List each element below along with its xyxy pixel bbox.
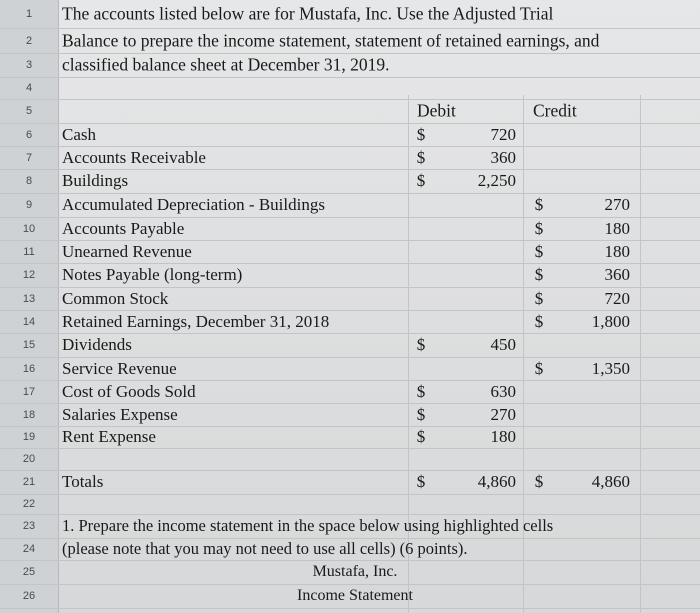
credit-sign: $ [534, 288, 544, 308]
debit-value[interactable]: 180 [490, 427, 516, 446]
account-row[interactable] [0, 217, 700, 241]
row-number: 17 [22, 385, 36, 398]
debit-sign: $ [416, 427, 426, 446]
credit-value[interactable]: 1,800 [591, 311, 630, 331]
account-row[interactable] [0, 263, 700, 288]
debit-sign: $ [416, 381, 426, 401]
row-number: 19 [22, 431, 36, 443]
account-row[interactable] [0, 287, 700, 311]
debit-sign: $ [416, 404, 426, 424]
row-number: 6 [25, 128, 33, 141]
debit-value[interactable]: 630 [490, 381, 516, 401]
totals-credit-sign: $ [534, 472, 544, 491]
credit-sign: $ [534, 311, 544, 331]
row-number: 10 [22, 222, 36, 235]
row-number: 12 [22, 269, 36, 281]
instruction-line-2[interactable]: (please note that you may not need to use all cells) (6 points). [62, 539, 468, 558]
debit-sign: $ [416, 147, 426, 167]
row-5[interactable] [0, 99, 700, 124]
debit-value[interactable]: 270 [490, 404, 516, 424]
row-number: 14 [22, 315, 36, 328]
account-name[interactable]: Notes Payable (long-term) [62, 265, 243, 284]
credit-sign: $ [534, 358, 544, 378]
row-1[interactable] [0, 0, 700, 29]
debit-sign: $ [416, 124, 426, 144]
row-number: 21 [22, 476, 36, 488]
row-20[interactable] [0, 448, 700, 471]
row-number: 5 [25, 105, 33, 117]
row-24[interactable] [0, 538, 700, 561]
intro-line-1[interactable]: The accounts listed below are for Mustafa, Inc. Use the Adjusted Trial [62, 3, 554, 24]
account-name[interactable]: Service Revenue [62, 358, 177, 378]
totals-credit-value[interactable]: 4,860 [591, 472, 630, 491]
row-4[interactable] [0, 77, 700, 100]
account-row[interactable] [0, 169, 700, 194]
debit-header[interactable]: Debit [417, 100, 456, 121]
account-name[interactable]: Retained Earnings, December 31, 2018 [62, 311, 330, 331]
totals-debit-sign: $ [416, 472, 426, 491]
row-number: 24 [22, 543, 36, 555]
account-name[interactable]: Accumulated Depreciation - Buildings [62, 195, 325, 214]
row-25[interactable] [0, 560, 700, 585]
row-number: 22 [22, 498, 36, 510]
row-23[interactable] [0, 514, 700, 539]
debit-sign: $ [416, 171, 426, 190]
credit-value[interactable]: 270 [604, 195, 630, 214]
intro-line-2[interactable]: Balance to prepare the income statement, statement of retained earnings, and [62, 30, 600, 50]
instruction-line-1[interactable]: 1. Prepare the income statement in the space below using highlighted cells [62, 516, 554, 535]
credit-sign: $ [534, 195, 544, 214]
debit-value[interactable]: 450 [490, 335, 516, 354]
account-name[interactable]: Dividends [62, 335, 132, 354]
row-26[interactable] [0, 584, 700, 609]
debit-sign: $ [416, 335, 426, 354]
credit-value[interactable]: 180 [604, 218, 630, 238]
credit-value[interactable]: 360 [604, 265, 630, 284]
totals-debit-value[interactable]: 4,860 [477, 472, 516, 491]
account-row[interactable] [0, 426, 700, 449]
account-name[interactable]: Cash [62, 124, 96, 144]
credit-sign: $ [534, 241, 544, 261]
account-row[interactable] [0, 357, 700, 381]
credit-sign: $ [534, 265, 544, 284]
credit-header[interactable]: Credit [533, 100, 577, 121]
row-number: 3 [25, 59, 33, 71]
credit-sign: $ [534, 218, 544, 238]
account-name[interactable]: Accounts Receivable [62, 147, 206, 167]
row-number: 23 [22, 520, 36, 532]
row-22[interactable] [0, 494, 700, 515]
credit-value[interactable]: 720 [604, 288, 630, 308]
debit-value[interactable]: 360 [490, 147, 516, 167]
row-number: 25 [22, 566, 36, 578]
account-row[interactable] [0, 240, 700, 264]
statement-title[interactable]: Income Statement [297, 587, 413, 604]
row-number: 8 [25, 175, 33, 187]
row-number: 15 [22, 339, 36, 351]
credit-value[interactable]: 1,350 [591, 358, 630, 378]
account-name[interactable]: Common Stock [62, 288, 169, 308]
account-name[interactable]: Unearned Revenue [62, 241, 192, 261]
row-number: 4 [25, 82, 33, 94]
account-row[interactable] [0, 310, 700, 334]
row-number: 9 [25, 199, 33, 211]
row-number: 1 [25, 8, 33, 20]
statement-company[interactable]: Mustafa, Inc. [312, 563, 398, 580]
account-name[interactable]: Accounts Payable [62, 218, 185, 238]
account-name[interactable]: Cost of Goods Sold [62, 381, 196, 401]
row-number: 2 [25, 34, 33, 47]
account-row[interactable] [0, 123, 700, 147]
row-21-totals[interactable] [0, 470, 700, 495]
account-name[interactable]: Buildings [62, 171, 129, 190]
totals-label[interactable]: Totals [62, 472, 104, 491]
account-name[interactable]: Rent Expense [62, 427, 156, 446]
debit-value[interactable]: 2,250 [477, 171, 516, 190]
row-number: 7 [25, 151, 33, 164]
account-row[interactable] [0, 146, 700, 170]
row-number: 20 [22, 453, 36, 465]
account-row[interactable] [0, 403, 700, 427]
account-row[interactable] [0, 380, 700, 404]
account-row[interactable] [0, 333, 700, 358]
account-row[interactable] [0, 193, 700, 218]
row-number: 11 [23, 245, 35, 258]
account-name[interactable]: Salaries Expense [62, 404, 178, 424]
row-3[interactable] [0, 53, 700, 78]
row-2[interactable] [0, 28, 700, 54]
row-number: 13 [22, 292, 36, 305]
row-number: 18 [22, 408, 36, 421]
row-number: 16 [22, 362, 36, 375]
row-number: 26 [22, 590, 36, 602]
credit-value[interactable]: 180 [604, 241, 630, 261]
debit-value[interactable]: 720 [490, 124, 516, 144]
intro-line-3[interactable]: classified balance sheet at December 31, 2019. [62, 54, 390, 75]
